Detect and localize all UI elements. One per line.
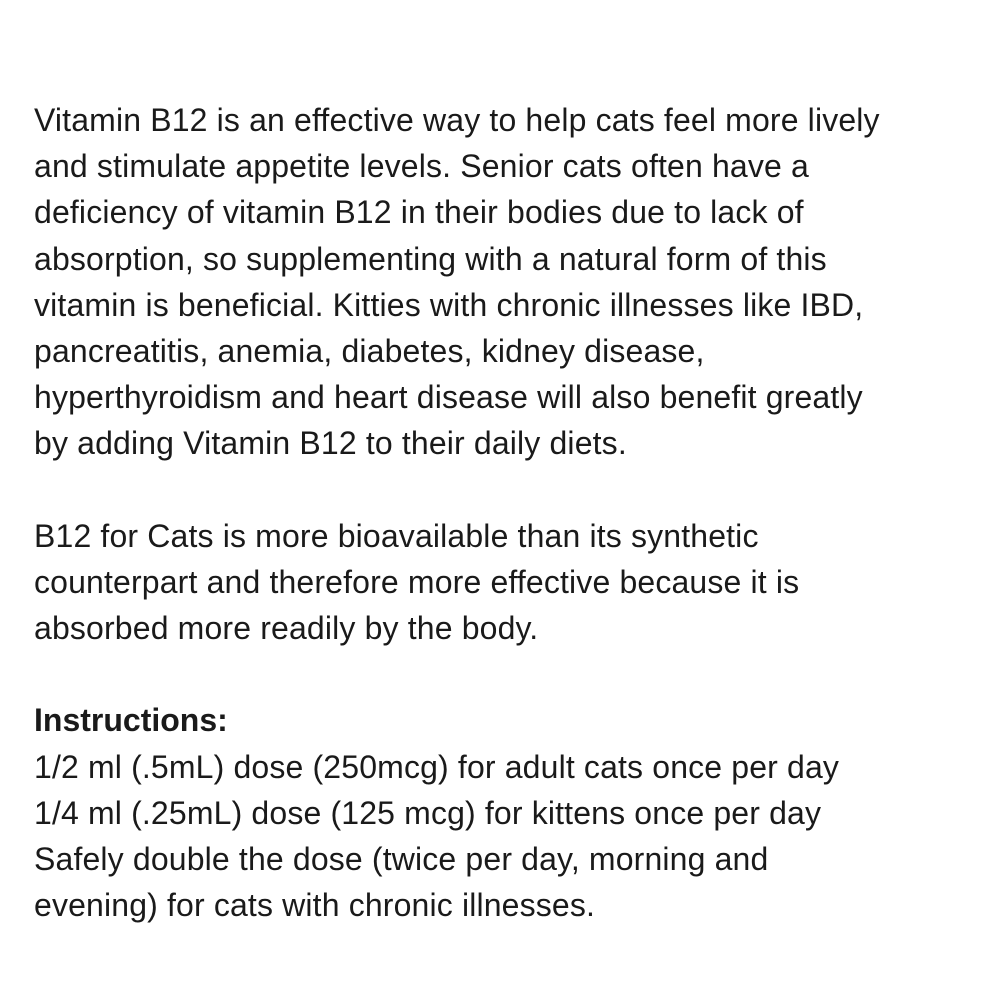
text-line: by adding Vitamin B12 to their daily diets.: [34, 425, 627, 462]
instruction-line: 1/4 ml (.25mL) dose (125 mcg) for kittens once per day: [34, 794, 822, 831]
text-line: vitamin is beneficial. Kitties with chronic illnesses like IBD,: [34, 286, 864, 323]
instruction-line: 1/2 ml (.5mL) dose (250mcg) for adult cats once per day: [34, 748, 840, 785]
intro-paragraph: [34, 97, 984, 467]
text-line: absorption, so supplementing with a natural form of this: [34, 240, 827, 277]
text-line: pancreatitis, anemia, diabetes, kidney disease,: [34, 332, 705, 369]
paragraph-spacer: [34, 467, 984, 513]
text-line: absorbed more readily by the body.: [34, 610, 539, 647]
document-body: [34, 97, 984, 928]
text-line: deficiency of vitamin B12 in their bodies due to lack of: [34, 194, 804, 231]
instruction-line: evening) for cats with chronic illnesses.: [34, 887, 596, 924]
bioavailability-paragraph: [34, 513, 984, 652]
instructions-section: [34, 697, 984, 928]
instruction-line: Safely double the dose (twice per day, morning and: [34, 841, 769, 877]
text-line: Vitamin B12 is an effective way to help cats feel more lively: [34, 102, 880, 138]
paragraph-spacer: [34, 651, 984, 697]
text-line: B12 for Cats is more bioavailable than its synthetic: [34, 517, 759, 554]
text-line: hyperthyroidism and heart disease will also benefit greatly: [34, 379, 863, 416]
text-line: and stimulate appetite levels. Senior cats often have a: [34, 148, 809, 185]
instructions-heading: Instructions:: [34, 702, 228, 739]
text-line: counterpart and therefore more effective because it is: [34, 563, 800, 600]
